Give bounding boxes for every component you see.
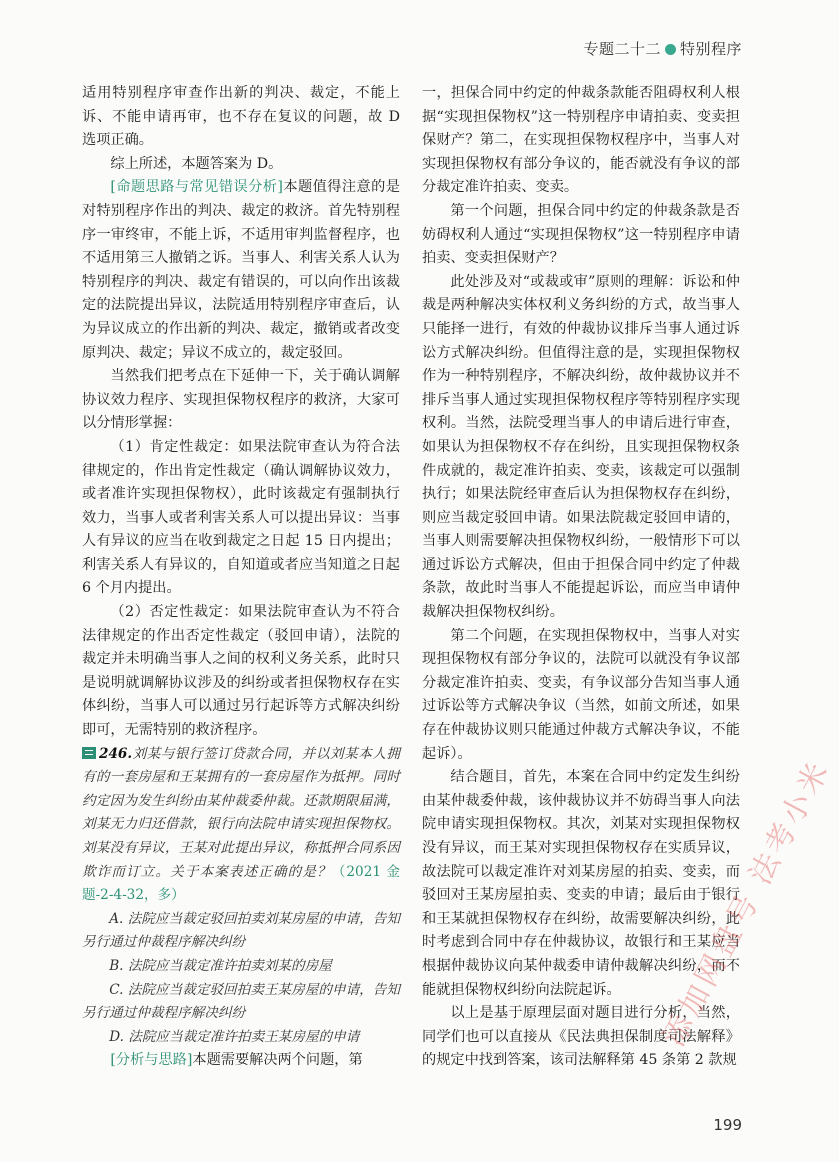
paragraph-text: 本题需要解决两个问题，第: [192, 1052, 363, 1069]
paragraph: 第二个问题，在实现担保物权中，当事人对实现担保物权有部分争议的，法院可以就没有争议部分裁定准许拍卖、变卖，有争议部分告知当事人通过诉讼等方式解决争议（当然，如前文所述，如果存在仲裁协议则只能通过仲裁方式解决争议，不能起诉）。: [422, 627, 740, 762]
paragraph: （1）肯定性裁定：如果法院审查认为符合法律规定的，作出肯定性裁定（确认调解协议效力，或者准许实现担保物权），此时该裁定有强制执行效力，当事人或者利害关系人可以提出异议：当事人有异议的应当在收到裁定之日起 15 日内提出；利害关系人有异议的，自知道或者应当知道之日起 6 个月内提出。: [82, 438, 400, 597]
paragraph: 当然我们把考点在下延伸一下，关于确认调解协议效力程序、实现担保物权程序的救济，大家可以分情形掌握：: [82, 368, 400, 432]
paragraph: 适用特别程序审查作出新的判决、裁定，不能上诉、不能申请再审，也不存在复议的问题，故 D 选项正确。: [82, 85, 400, 149]
right-column: [422, 82, 740, 1073]
paragraph: [82, 1049, 400, 1073]
option-b: B. 法院应当裁定准许拍卖刘某的房屋: [109, 957, 332, 974]
chapter-label: 专题二十二: [583, 40, 661, 58]
paragraph: 此处涉及对“或裁或审”原则的理解：诉讼和仲裁是两种解决实体权利义务纠纷的方式，故当事人只能择一进行，有效的仲裁协议排斥当事人通过诉讼方式解决纠纷。但值得注意的是，实现担保物权作为一种特别程序，不解决纠纷，故仲裁协议并不排斥当事人通过实现担保物权程序等特别程序实现权利。当然，法院受理当事人的申请后进行审查，如果认为担保物权不存在纠纷，且实现担保物权条件成就的，裁定准许拍卖、变卖，该裁定可以强制执行；如果法院经审查后认为担保物权存在纠纷，则应当裁定驳回申请。如果法院裁定驳回申请的，当事人则需要解决担保物权纠纷，一般情形下可以通过诉讼方式解决，但由于担保合同中约定了仲裁条款，故此时当事人不能提起诉讼，而应当申请仲裁解决担保物权纠纷。: [422, 273, 740, 621]
chapter-title: 特别程序: [679, 40, 742, 58]
paragraph-text: 本题值得注意的是对特别程序作出的判决、裁定的救济。首先特别程序一审终审，不能上诉，不适用审判监督程序，也不适用第三人撤销之诉。当事人、利害关系人认为特别程序的判决、裁定有错误的，可以向作出该裁定的法院提出异议，法院适用特别程序审查后，认为异议成立的作出新的判决、裁定，撤销或者改变原判决、裁定；异议不成立的，裁定驳回。: [82, 179, 400, 361]
paragraph: 结合题目，首先，本案在合同中约定发生纠纷由某仲裁委仲裁，该仲裁协议并不妨碍当事人向法院申请实现担保物权。其次，刘某对实现担保物权没有异议，而王某对实现担保物权存在实质异议，故法院可以裁定准许对刘某房屋的拍卖、变卖，而驳回对王某房屋拍卖、变卖的申请；最后由于银行和王某就担保物权存在纠纷，故需要解决纠纷，此时考虑到合同中存在仲裁协议，故银行和王某应当根据仲裁协议向某仲裁委申请仲裁解决纠纷，而不能就担保物权纠纷向法院起诉。: [422, 769, 740, 998]
paragraph: 综上所述，本题答案为 D。: [110, 155, 283, 172]
question-source: （2021 金题-2-4-32，多）: [82, 863, 400, 904]
question: [82, 743, 400, 908]
paragraph: [82, 176, 400, 365]
section-tag: [命题思路与常见错误分析]: [110, 179, 283, 196]
option-d: D. 法院应当裁定准许拍卖王某房屋的申请: [109, 1028, 360, 1045]
section-tag: [分析与思路]: [110, 1052, 193, 1069]
option-c: C. 法院应当裁定驳回拍卖王某房屋的申请，告知另行通过仲裁程序解决纠纷: [82, 981, 400, 1022]
question-icon: [82, 747, 96, 759]
bullet-icon: [665, 44, 676, 55]
watermark: 添加网盘号 法考小米: [657, 753, 838, 1053]
option-a: A. 法院应当裁定驳回拍卖刘某房屋的申请，告知另行通过仲裁程序解决纠纷: [82, 910, 400, 951]
question-number: 246.: [99, 745, 133, 762]
paragraph: 第一个问题，担保合同中约定的仲裁条款是否妨碍权利人通过“实现担保物权”这一特别程序申请拍卖、变卖担保财产？: [422, 202, 740, 267]
running-header: [583, 38, 742, 59]
left-column: [82, 82, 400, 1073]
question-text: 刘某与银行签订贷款合同，并以刘某本人拥有的一套房屋和王某拥有的一套房屋作为抵押。同时约定因为发生纠纷由某仲裁委仲裁。还款期限届满，刘某无力归还借款，银行向法院申请实现担保物权。刘某没有异议，王某对此提出异议，称抵押合同系因欺诈而订立。关于本案表述正确的是？: [82, 745, 400, 880]
paragraph: （2）否定性裁定：如果法院审查认为不符合法律规定的作出否定性裁定（驳回申请），法院的裁定并未明确当事人之间的权利义务关系，此时只是说明就调解协议涉及的纠纷或者担保物权存在实体纠纷，当事人可以通过另行起诉等方式解决纠纷即可，无需特别的救济程序。: [82, 604, 400, 739]
paragraph: 一，担保合同中约定的仲裁条款能否阻碍权利人根据“实现担保物权”这一特别程序申请拍卖、变卖担保财产？第二，在实现担保物权程序中，当事人对实现担保物权有部分争议的，能否就没有争议的部分裁定准许拍卖、变卖。: [422, 85, 740, 196]
page-number: 199: [713, 1116, 742, 1134]
paragraph: 以上是基于原理层面对题目进行分析，当然，同学们也可以直接从《民法典担保制度司法解释》的规定中找到答案，该司法解释第 45 条第 2 款规: [422, 1005, 740, 1069]
